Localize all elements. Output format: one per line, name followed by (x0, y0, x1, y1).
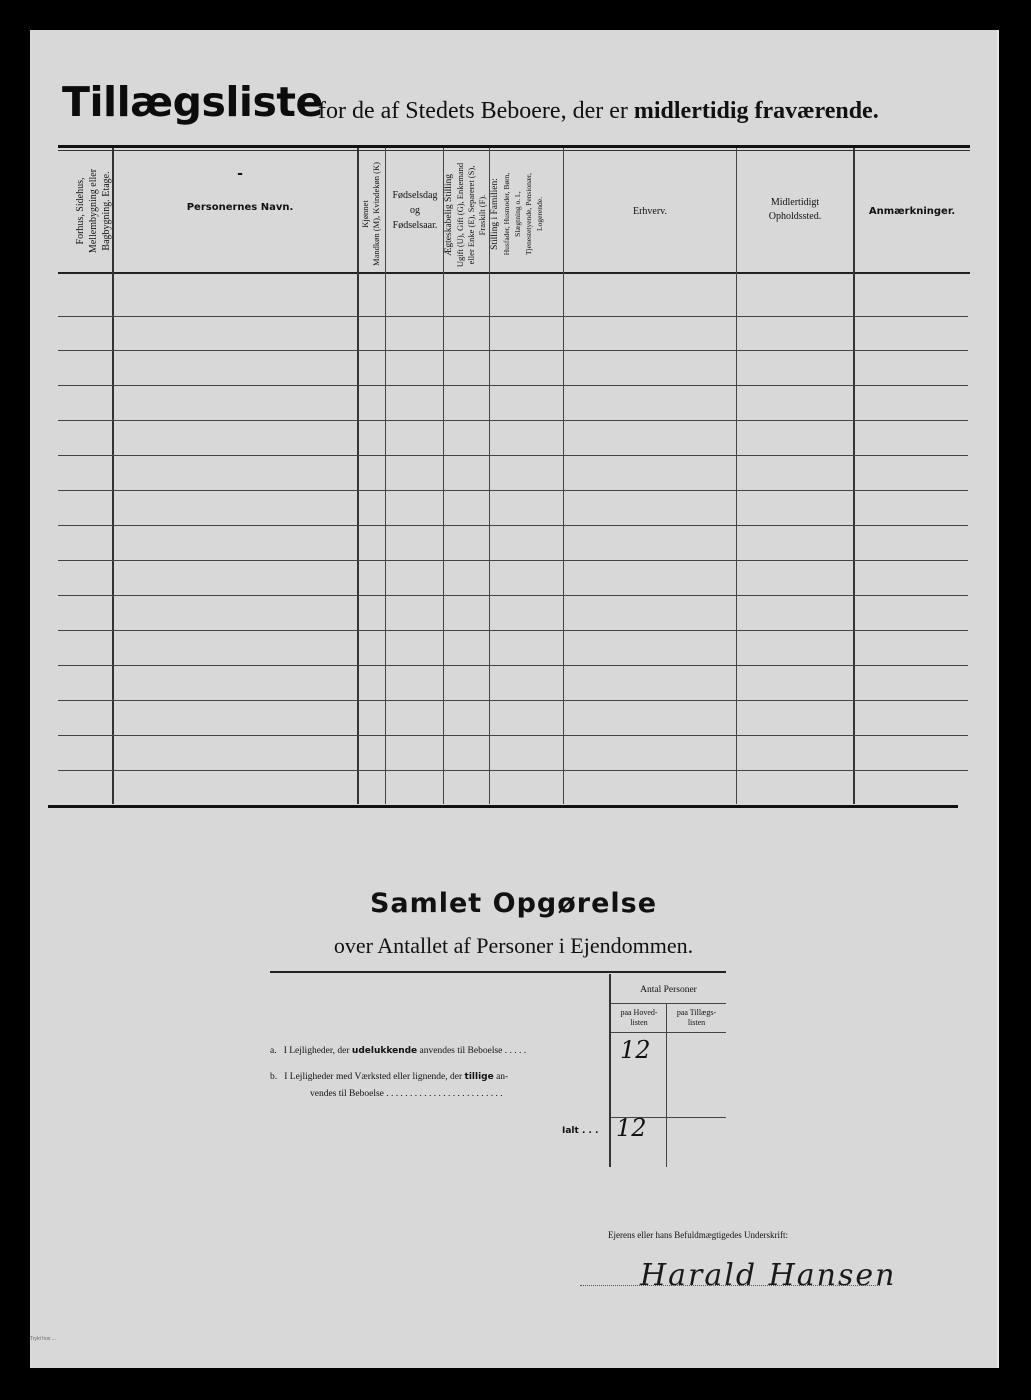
ialt-handwritten-value: 12 (616, 1114, 647, 1142)
col-header-erhverv: Erhverv. (632, 206, 668, 217)
tillaeg-line-1: paa Tillægs- (676, 1008, 717, 1017)
row-line (58, 735, 968, 736)
header-top-rule-thin (58, 150, 970, 151)
signature-line (580, 1285, 880, 1286)
summary-row-b (270, 1072, 508, 1082)
aegt-line-1: Ægteskabelig Stilling (444, 173, 454, 257)
tillaeg-line-2: listen (687, 1018, 706, 1027)
col-header-etage (74, 156, 116, 266)
row-b-text: I Lejligheder med Værksted eller lignende, der (284, 1072, 463, 1082)
summary-row-a (270, 1046, 526, 1056)
summary-subhead-rule (611, 1032, 726, 1033)
row-line (58, 350, 968, 351)
row-line (58, 420, 968, 421)
fodsel-line-1: Fødselsdag (392, 190, 438, 201)
still-line-1: Stilling i Familien: (490, 178, 500, 250)
row-line (58, 560, 968, 561)
row-line (58, 665, 968, 666)
row-b-bold: tillige (464, 1072, 494, 1082)
fodsel-line-2: og (410, 205, 420, 216)
hovedlisten-header (611, 1008, 667, 1028)
kjon-line-2: Mandkøn (M), Kvindekøn (K) (371, 162, 381, 266)
row-line (58, 385, 968, 386)
row-b-text-post: an- (496, 1072, 509, 1082)
col-line-6 (563, 148, 564, 804)
etage-line-3: Bagbygning. Etage. (101, 171, 112, 251)
aegt-line-2: Ugift (U), Gift (G), Enkemand (455, 162, 465, 268)
signature-label: Ejerens eller hans Befuldmægtigedes Underskrift: (608, 1230, 788, 1240)
row-line (58, 316, 968, 317)
row-line (58, 770, 968, 771)
table-header-rule (58, 272, 970, 274)
col-header-anmaerkninger: Anmærkninger. (868, 206, 956, 217)
col-header-midlertidigt (740, 196, 850, 224)
form-subtitle (318, 98, 879, 125)
summary-row-b-cont: vendes til Beboelse . . . . . . . . . . . . . . . . . . . . . . . . . (310, 1089, 503, 1099)
subtitle-bold: midlertidig fraværende. (633, 98, 879, 124)
antal-personer-header: Antal Personer (640, 985, 697, 995)
still-line-5: Logerende. (535, 197, 544, 231)
col-line-7 (736, 148, 737, 804)
ialt-label: Ialt . . . (562, 1126, 599, 1136)
row-a-text-post: anvendes til Beboelse . . . . . (419, 1046, 527, 1056)
row-line (58, 630, 968, 631)
row-line (58, 700, 968, 701)
midl-line-2: Opholdssted. (768, 211, 822, 222)
etage-line-2: Mellembygning eller (88, 168, 99, 254)
form-title: Tillægsliste (62, 78, 323, 126)
subtitle-plain: for de af Stedets Beboere, der er (318, 98, 628, 124)
tillaegslisten-header (667, 1008, 726, 1028)
summary-antal-rule (611, 1003, 726, 1004)
col-line-2 (357, 148, 359, 804)
fodsel-line-3: Fødselsaar. (392, 220, 438, 231)
col-line-8 (853, 148, 855, 804)
row-line (58, 525, 968, 526)
kjon-line-1: Kjønnet (360, 200, 370, 228)
summary-subtitle: over Antallet af Personer i Ejendommen. (333, 933, 694, 958)
col-header-aegt (444, 162, 490, 268)
row-line (58, 490, 968, 491)
col-header-fodsel (386, 188, 444, 233)
signature-handwriting: Harald Hansen (640, 1258, 897, 1293)
still-line-2: Husfader, Husmoder, Børn, (502, 172, 511, 256)
row-b-letter: b. (270, 1072, 278, 1082)
col-header-stilling (490, 162, 562, 266)
table-bottom-rule (48, 805, 958, 808)
etage-line-1: Forhus, Sidehus, (75, 177, 86, 245)
row-a-letter: a. (270, 1046, 277, 1056)
still-line-3: Slægtning o. l., (513, 191, 522, 237)
hoved-line-2: listen (630, 1018, 648, 1027)
row-line (58, 595, 968, 596)
hoved-line-1: paa Hoved- (620, 1008, 658, 1017)
aegt-line-3: eller Enke (E), Separeret (S), (466, 165, 476, 265)
col-header-navn: Personernes Navn. (186, 202, 294, 213)
summary-title: Samlet Opgørelse (369, 888, 658, 919)
aegt-line-4: Fraskilt (F). (477, 194, 487, 236)
still-line-4: Tjenestetyende, Pensionær, (524, 173, 533, 255)
printer-mark: Trykt hos ... (30, 1336, 56, 1342)
row-a-text: I Lejligheder, der (283, 1046, 350, 1056)
row-line (58, 455, 968, 456)
row-a-handwritten-value: 12 (620, 1036, 651, 1064)
form-sheet (30, 30, 999, 1368)
midl-line-1: Midlertidigt (770, 197, 820, 208)
col-header-kjon (360, 162, 384, 266)
dash-mark: - (237, 166, 243, 182)
row-a-bold: udelukkende (351, 1046, 418, 1056)
summary-top-rule (270, 971, 726, 973)
col-line-3 (385, 148, 386, 804)
header-top-rule (58, 145, 970, 148)
